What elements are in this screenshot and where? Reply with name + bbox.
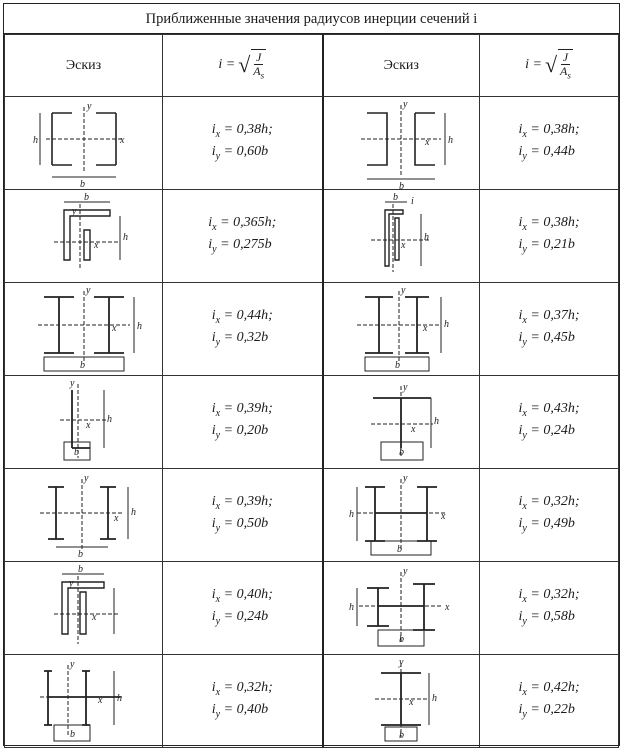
formula-lhs: i =	[218, 57, 236, 73]
ix-value: $i_x = 0,43h$;	[518, 401, 580, 419]
svg-text:x: x	[119, 135, 124, 146]
section-sketch-icon	[341, 97, 461, 189]
radius-values	[212, 679, 273, 723]
formula-cell-left	[163, 283, 323, 376]
svg-text:y: y	[403, 382, 408, 393]
iy-value: $i_y = 0,21b$	[518, 237, 575, 255]
svg-text:b: b	[79, 179, 85, 189]
radius-values	[212, 121, 273, 165]
section-sketch-icon	[341, 655, 461, 747]
sketch-cell-left	[5, 283, 163, 376]
ix-value: $i_x = 0,38h$;	[518, 122, 580, 140]
table-row	[5, 190, 619, 283]
ix-value: $i_x = 0,38h$;	[211, 122, 273, 140]
svg-text:b: b	[399, 634, 405, 645]
radius-table	[4, 34, 619, 748]
svg-text:x: x	[401, 240, 406, 251]
ix-value: $i_x = 0,39h$;	[211, 494, 273, 512]
section-sketch-icon	[24, 562, 144, 654]
radius-values	[212, 400, 273, 444]
svg-text:y: y	[71, 206, 76, 217]
radius-values	[208, 214, 276, 258]
formula-cell-left	[163, 469, 323, 562]
sketch-cell-right	[323, 655, 480, 748]
svg-text:h: h	[434, 416, 440, 427]
formula-cell-right	[480, 190, 619, 283]
section-sketch-icon	[24, 97, 144, 189]
iy-value: $i_y = 0,24b$	[211, 609, 269, 627]
header-sketch-right: Эскиз	[323, 35, 480, 97]
svg-text:x: x	[113, 513, 118, 524]
formula-cell-right	[480, 469, 619, 562]
ix-value: $i_x = 0,39h$;	[211, 401, 273, 419]
radius-values	[212, 586, 273, 630]
section-sketch-icon	[341, 376, 461, 468]
section-sketch-icon	[24, 376, 144, 468]
svg-text:b: b	[69, 729, 75, 740]
formula-cell-right	[480, 655, 619, 748]
formula-cell-left	[163, 376, 323, 469]
radius-values	[519, 493, 580, 537]
iy-value: $i_y = 0,50b$	[211, 516, 269, 534]
sketch-cell-left	[5, 469, 163, 562]
formula-numerator: J	[562, 49, 569, 64]
svg-text:y: y	[403, 473, 408, 484]
svg-text:y: y	[85, 285, 90, 296]
svg-text:y: y	[69, 378, 74, 389]
iy-value: $i_y = 0,44b$	[518, 144, 575, 162]
formula-denominator: $A_s$	[560, 63, 571, 81]
radius-values	[212, 493, 273, 537]
svg-text:h: h	[349, 602, 355, 613]
sketch-cell-right	[323, 562, 480, 655]
iy-value: $i_y = 0,20b$	[211, 423, 269, 441]
svg-text:y: y	[83, 473, 88, 484]
svg-text:y: y	[69, 659, 74, 670]
svg-text:h: h	[424, 232, 430, 243]
table-row	[5, 469, 619, 562]
svg-text:x: x	[411, 424, 416, 435]
svg-text:h: h	[444, 319, 450, 330]
svg-text:y: y	[403, 99, 408, 110]
svg-text:i: i	[411, 196, 415, 207]
sqrt-icon: √	[544, 52, 558, 78]
svg-text:h: h	[130, 507, 136, 518]
formula-denominator: $A_s$	[253, 63, 265, 81]
svg-text:h: h	[122, 232, 128, 243]
svg-text:x: x	[445, 602, 450, 613]
ix-value: $i_x = 0,37h$;	[518, 308, 580, 326]
header-sketch-left: Эскиз	[5, 35, 163, 97]
formula-cell-left	[163, 655, 323, 748]
formula-cell-left	[163, 190, 323, 283]
svg-text:x: x	[425, 137, 430, 148]
svg-text:h: h	[32, 135, 38, 146]
svg-text:y: y	[68, 578, 73, 589]
table-title: Приближенные значения радиусов инерции сечений i	[4, 4, 619, 34]
ix-value: $i_x = 0,365h$;	[208, 215, 277, 233]
formula-cell-right	[480, 376, 619, 469]
svg-text:x: x	[97, 695, 102, 706]
svg-text:x: x	[91, 612, 96, 623]
iy-value: $i_y = 0,58b$	[518, 609, 575, 627]
svg-text:b: b	[73, 447, 79, 458]
ix-value: $i_x = 0,32h$;	[518, 587, 580, 605]
svg-text:x: x	[409, 697, 414, 708]
table-row	[5, 283, 619, 376]
table-row	[5, 655, 619, 748]
svg-text:y: y	[399, 657, 404, 668]
svg-text:b: b	[399, 447, 405, 458]
header-formula-right	[480, 35, 619, 97]
section-sketch-icon	[24, 283, 144, 375]
formula-cell-left	[163, 562, 323, 655]
radius-values	[519, 400, 580, 444]
svg-text:x: x	[93, 240, 98, 251]
svg-text:x: x	[85, 420, 90, 431]
sketch-cell-left	[5, 376, 163, 469]
sketch-cell-left	[5, 97, 163, 190]
section-sketch-icon	[24, 655, 144, 747]
sketch-cell-right	[323, 469, 480, 562]
ix-value: $i_x = 0,32h$;	[518, 494, 580, 512]
iy-value: $i_y = 0,22b$	[518, 702, 575, 720]
sketch-cell-right	[323, 97, 480, 190]
svg-text:b: b	[77, 549, 83, 560]
svg-text:x: x	[441, 511, 446, 522]
iy-value: $i_y = 0,32b$	[211, 330, 269, 348]
iy-value: $i_y = 0,60b$	[211, 144, 269, 162]
radius-values	[519, 307, 580, 351]
svg-text:h: h	[349, 509, 355, 520]
svg-text:b: b	[399, 181, 405, 189]
svg-text:b: b	[77, 564, 83, 575]
iy-value: $i_y = 0,40b$	[211, 702, 269, 720]
header-formula-left	[163, 35, 323, 97]
section-sketch-icon	[341, 469, 461, 561]
ix-value: $i_x = 0,42h$;	[518, 680, 580, 698]
ix-value: $i_x = 0,38h$;	[518, 215, 580, 233]
radius-values	[519, 121, 580, 165]
sketch-cell-right	[323, 190, 480, 283]
svg-text:b: b	[79, 360, 85, 371]
svg-text:b: b	[397, 544, 403, 555]
svg-text:h: h	[106, 414, 112, 425]
table-row	[5, 97, 619, 190]
radius-values	[519, 679, 580, 723]
formula-fraction	[558, 49, 573, 82]
table-row	[5, 562, 619, 655]
radius-values	[212, 307, 273, 351]
svg-text:y: y	[86, 101, 91, 112]
radius-values	[519, 214, 580, 258]
svg-text:y: y	[401, 285, 406, 296]
section-sketch-icon	[341, 190, 461, 282]
svg-text:b: b	[83, 192, 89, 203]
sketch-cell-right	[323, 376, 480, 469]
section-sketch-icon	[341, 283, 461, 375]
ix-value: $i_x = 0,40h$;	[211, 587, 273, 605]
sketch-cell-left	[5, 655, 163, 748]
iy-value: $i_y = 0,45b$	[518, 330, 575, 348]
table-body	[5, 97, 619, 748]
header-row	[5, 35, 619, 97]
sketch-cell-right	[323, 283, 480, 376]
formula-numerator: J	[256, 49, 262, 64]
formula-cell-right	[480, 97, 619, 190]
sketch-cell-left	[5, 562, 163, 655]
svg-text:h: h	[116, 693, 122, 704]
section-sketch-icon	[24, 190, 144, 282]
iy-value: $i_y = 0,49b$	[518, 516, 575, 534]
formula-cell-right	[480, 562, 619, 655]
ix-value: $i_x = 0,32h$;	[211, 680, 273, 698]
svg-text:b: b	[395, 360, 401, 371]
svg-text:b: b	[393, 192, 399, 203]
svg-text:h: h	[448, 135, 454, 146]
radius-table-sheet	[3, 3, 620, 746]
svg-text:x: x	[423, 323, 428, 334]
formula-lhs: i =	[525, 57, 542, 73]
svg-text:y: y	[403, 566, 408, 577]
radius-values	[519, 586, 580, 630]
formula-cell-right	[480, 283, 619, 376]
table-row	[5, 376, 619, 469]
ix-value: $i_x = 0,44h$;	[211, 308, 273, 326]
iy-value: $i_y = 0,24b$	[518, 423, 575, 441]
formula-cell-left	[163, 97, 323, 190]
svg-text:h: h	[136, 321, 142, 332]
sqrt-icon: √	[238, 52, 251, 78]
iy-value: $i_y = 0,275b$	[208, 237, 272, 255]
svg-text:b: b	[399, 730, 405, 741]
section-sketch-icon	[24, 469, 144, 561]
section-sketch-icon	[341, 562, 461, 654]
formula-fraction	[251, 49, 266, 82]
svg-text:h: h	[432, 693, 438, 704]
svg-text:x: x	[111, 323, 116, 334]
sketch-cell-left	[5, 190, 163, 283]
